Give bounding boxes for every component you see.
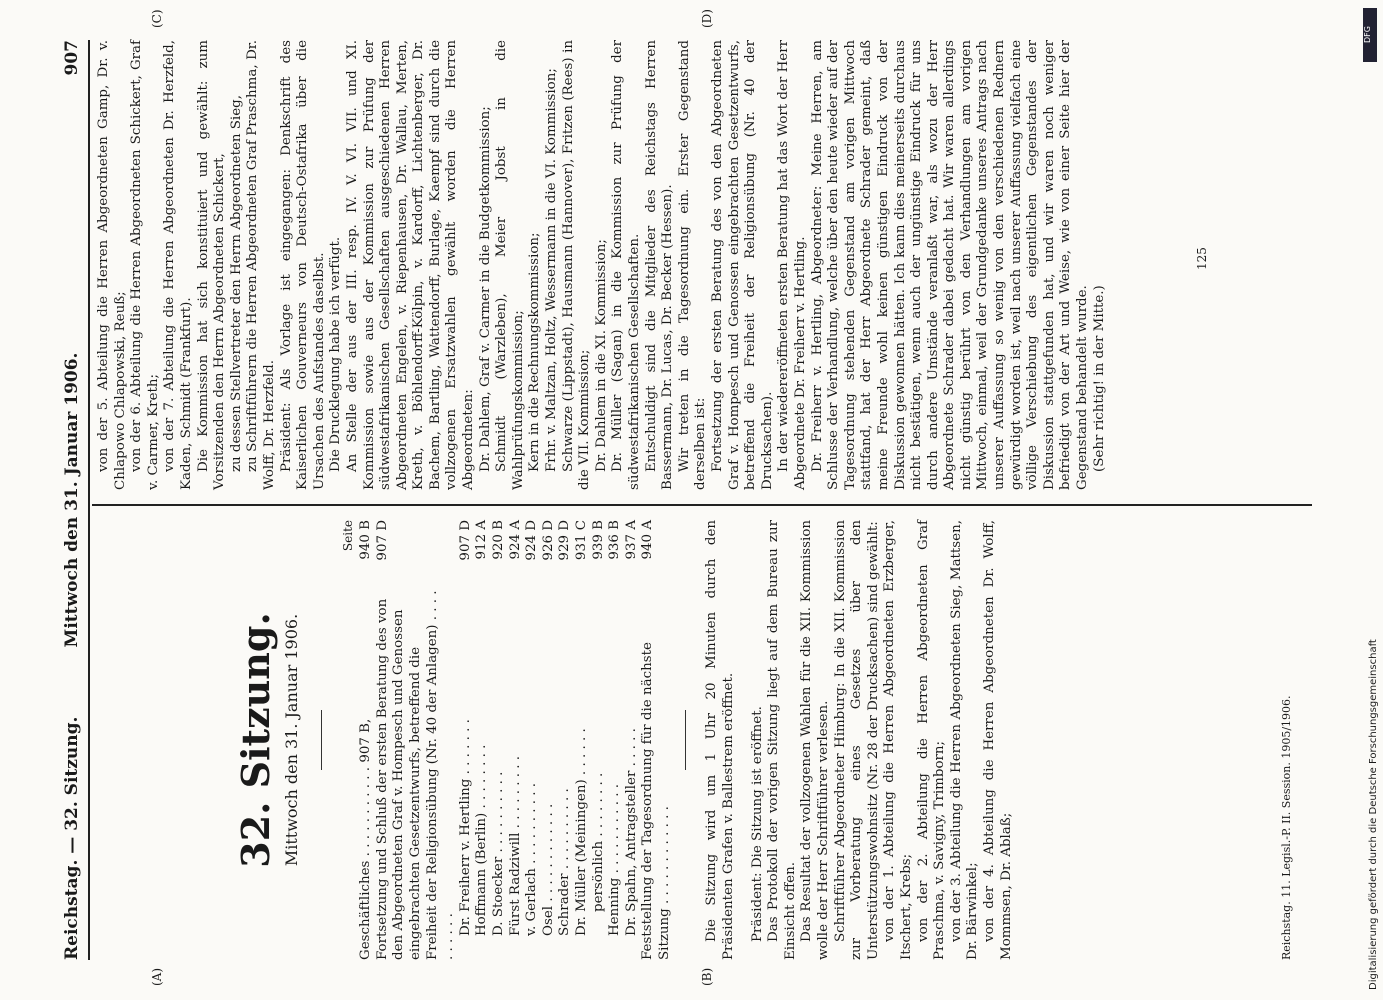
toc-entry: Henning . . . . . . . . . . . [607, 784, 623, 936]
running-header [62, 40, 86, 960]
toc-entry: Fortsetzung und Schluß der ersten Beratung des von den Abgeordneten Graf v. Hompesch und Genossen eingebrachten Gesetzentwurfs, betreffend die Freiheit der Religionsübung (Nr. 40 der Anlagen) . . . . . . . . . . [374, 590, 457, 960]
paragraph: Das Resultat der vollzogenen Wahlen für die XII. Kommission wolle der Herr Schriftführer verlesen. [799, 520, 832, 960]
toc-row [624, 520, 641, 960]
toc-row [474, 520, 491, 960]
header-left: Reichstag. — 32. Sitzung. [62, 716, 82, 960]
header-rule [88, 40, 90, 960]
toc-row [557, 520, 574, 960]
paragraph: Die Kommission hat sich konstituiert und gewählt: zum Vorsitzenden den Herrn Abgeordneten Schickert, [195, 40, 228, 490]
paragraph: Wir treten in die Tagesordnung ein. Erster Gegenstand derselben ist: [676, 40, 709, 490]
toc-row [607, 520, 624, 960]
paragraph: Dr. Müller (Sagan) in die Kommission zur Prüfung der südwestafrikanischen Gesellschaften. [610, 40, 642, 490]
title-rule [321, 710, 322, 770]
toc-row [541, 520, 558, 960]
margin-letter-b: (B) [700, 967, 714, 986]
paragraph: Schwarze (Lippstadt), Hausmann (Hannover), Fritzen (Rees) in die VII. Kommission; [560, 40, 593, 490]
paragraph: zu Schriftführern die Herren Abgeordneten Graf Praschma, Dr. Wolff, Dr. Herzfeld. [245, 40, 277, 490]
toc-entry: Hoffmann (Berlin) . . . . . . . . [474, 744, 490, 936]
paragraph: Entschuldigt sind die Mitglieder des Reichstags Herren Bassermann, Dr. Lucas, Dr. Becker (Hessen). [643, 40, 676, 490]
toc-entry: Dr. Spahn, Antragsteller . . . . . [623, 728, 639, 936]
toc-row [375, 520, 458, 960]
toc-entry: Dr. Müller (Meiningen) . . . . . . [573, 728, 589, 936]
paragraph: Kern in die Rechnungskommission; [527, 232, 543, 472]
toc-entry: Osel . . . . . . . . . . . . [540, 803, 556, 936]
paragraph: Die Drucklegung habe ich verfügt. [328, 236, 344, 472]
right-paragraphs [96, 40, 1108, 490]
column-divider [92, 504, 1312, 506]
toc-seite-label: Seite [340, 520, 355, 552]
paragraph: zu dessen Stellvertreter den Herrn Abgeordneten Sieg, [228, 95, 244, 472]
paragraph: Schriftführer Abgeordneter Himburg: In die XII. Kommission zur Vorberatung eines Gesetzes über den Unterstützungswohnsitz (Nr. 28 der Drucksachen) sind gewählt: [832, 520, 881, 960]
toc-rule [685, 710, 686, 770]
toc-page-ref: 912 A [474, 520, 490, 560]
session-title: 32. Sitzung. [233, 612, 278, 868]
paragraph: Dr. Dahlem, Graf v. Carmer in die Budgetkommission; [477, 106, 493, 472]
paragraph: (Sehr richtig! in der Mitte.) [1091, 285, 1107, 472]
toc-entry: D. Stoecker . . . . . . . . . . [490, 771, 506, 936]
paragraph: Dr. Dahlem in die XI. Kommission; [593, 239, 609, 472]
paragraph: von der 7. Abteilung die Herren Abgeordneten Dr. Herzfeld, Kaden, Schmidt (Frankfurt). [162, 40, 194, 490]
toc-page-ref: 936 B [607, 520, 623, 560]
toc-page-ref: 940 A [640, 520, 656, 560]
toc-entry: persönlich . . . . . . . . [590, 772, 606, 912]
toc-page-ref: 937 A [623, 520, 639, 560]
toc-page-ref: 926 D [540, 520, 556, 561]
toc-row [591, 520, 608, 960]
right-column [96, 40, 1108, 490]
header-center: Mittwoch den 31. Januar 1906. [62, 352, 82, 648]
toc-entry: Geschäftliches . . . . . . . . . . . 907 B, [358, 718, 374, 960]
paragraph: An Stelle der aus der III. resp. IV. V. VI. VII. und XI. Kommission sowie aus der Kommission zur Prüfung der südwestafrikanischen Gesellschaften ausgeschiedenen Herren Abgeordneten Engelen, v. Riepenhausen, Dr. Wallau, Merten, Kreth, v. Böhlendorff-Kölpin, v. Kardorff, Lichtenberger, Dr. Bachem, Bartling, Wattendorff, Burlage, Kaempf sind durch die vollzogenen Ersatzwahlen gewählt worden die Herren Abgeordneten: [344, 40, 477, 490]
left-column [96, 520, 1015, 960]
margin-letter-d: (D) [700, 9, 714, 28]
digitization-note: Digitalisierung gefördert durch die Deutsche Forschungsgemeinschaft [1368, 639, 1379, 990]
left-paragraphs [750, 520, 1016, 960]
toc-row [524, 520, 541, 960]
paragraph: von der 2. Abteilung die Herren Abgeordneten Graf Praschma, v. Savigny, Trimborn; [915, 520, 948, 960]
paragraph: von der 6. Abteilung die Herren Abgeordneten Schickert, Graf v. Carmer, Kreth; [129, 40, 161, 490]
toc-page-ref: 924 A [507, 520, 523, 560]
table-of-contents [358, 520, 673, 960]
toc-page-ref: 931 C [573, 520, 589, 561]
toc-row [640, 520, 673, 960]
paragraph: von der 3. Abteilung die Herren Abgeordneten Sieg, Mattsen, Dr. Bärwinkel; [948, 520, 981, 960]
paragraph: von der 4. Abteilung die Herren Abgeordneten Dr. Wolff, Mommsen, Dr. Ablaß; [981, 520, 1014, 960]
header-page-number: 907 [62, 40, 82, 76]
paragraph: Frhr. v. Maltzan, Holtz, Wessermann in die VI. Kommission; [544, 68, 560, 472]
toc-page-ref: 929 D [557, 520, 573, 561]
toc-row [458, 520, 475, 960]
toc-row [508, 520, 525, 960]
margin-letter-c: (C) [150, 9, 164, 28]
toc-entry: Dr. Freiherr v. Hertling . . . . . . . [457, 719, 473, 936]
paragraph: von der 1. Abteilung die Herren Abgeordneten Erzberger, Itschert, Krebs; [882, 520, 914, 960]
paragraph: von der 5. Abteilung die Herren Abgeordneten Gamp, Dr. v. Chlapowo Chlapowski, Reuß; [96, 40, 128, 490]
signature-number: 125 [1195, 247, 1209, 270]
paragraph: Das Protokoll der vorigen Sitzung liegt auf dem Bureau zur Einsicht offen. [766, 520, 798, 960]
opening-paragraph: Die Sitzung wird um 1 Uhr 20 Minuten durch den Präsidenten Grafen v. Ballestrem eröffnet. [704, 520, 737, 960]
toc-row [491, 520, 508, 960]
session-date: Mittwoch den 31. Januar 1906. [282, 613, 301, 867]
toc-row [358, 520, 375, 960]
toc-page-ref: 907 D [374, 520, 390, 561]
toc-row [574, 520, 591, 960]
toc-page-ref: 939 B [590, 520, 606, 560]
toc-page-ref: 940 B [358, 520, 374, 560]
toc-page-ref: 924 D [524, 520, 540, 561]
dfg-logo: DFG [1363, 8, 1377, 62]
paragraph: Fortsetzung der ersten Beratung des von den Abgeordneten Graf v. Hompesch und Genossen eingebrachten Gesetzentwurfs, betreffend die Freiheit der Religionsübung (Nr. 40 der Drucksachen). [709, 40, 775, 490]
toc-page-ref: 920 B [490, 520, 506, 560]
toc-entry: Fürst Radziwill . . . . . . . . . [507, 755, 523, 936]
paragraph: Dr. Freiherr v. Hertling, Abgeordneter: Meine Herren, am Schlusse der Verhandlung, welche über den heute wieder auf der Tagesordnung stehenden Gegenstand am vorigen Mittwoch stattfand, hat der Herr Abgeordnete Schrader gemeint, daß meine Freunde wohl keinen günstigen Eindruck von der Diskussion gewonnen hätten. Ich kann dies meinerseits durchaus nicht bestätigen, wenn auch der ungünstige Eindruck für uns durch andere Umstände veranlaßt war, als wozu der Herr Abgeordnete Schrader dabei gedacht hat. Wir waren allerdings nicht günstig berührt von den Verhandlungen am vorigen Mittwoch, einmal, weil der Grundgedanke unseres Antrags nach unserer Auffassung so wenig von den verschiedenen Rednern gewürdigt worden ist, weil nach unserer Auffassung vielfach eine völlige Verschiebung des eigentlichen Gegenstandes der Diskussion stattgefunden hat, und wir waren noch weniger befriedigt von der Art und Weise, wie von einer Seite hier der Gegenstand behandelt wurde. [809, 40, 1091, 490]
margin-letter-a: (A) [150, 967, 164, 986]
toc-entry: Feststellung der Tagesordnung für die nächste Sitzung . . . . . . . . . . . . [640, 642, 672, 960]
toc-entry: Schrader . . . . . . . . . . [557, 788, 573, 936]
toc-entry: v. Gerlach . . . . . . . . . . [524, 782, 540, 936]
paragraph: Präsident: Die Sitzung ist eröffnet. [749, 706, 765, 942]
paragraph: Schmidt (Warzleben), Meier Jobst in die Wahlprüfungskommission; [494, 40, 526, 490]
paragraph: Präsident: Als Vorlage ist eingegangen: Denkschrift des Kaiserlichen Gouverneurs von Deutsch-Ostafrika über die Ursachen des Aufstandes daselbst. [278, 40, 327, 490]
toc-page-ref: 907 D [457, 520, 473, 561]
page-footer: Reichstag. 11. Legisl.-P. II. Session. 1905/1906. [1280, 695, 1293, 960]
paragraph: In der wiedereröffneten ersten Beratung hat das Wort der Herr Abgeordnete Dr. Freiherr v. Hertling. [776, 40, 808, 490]
